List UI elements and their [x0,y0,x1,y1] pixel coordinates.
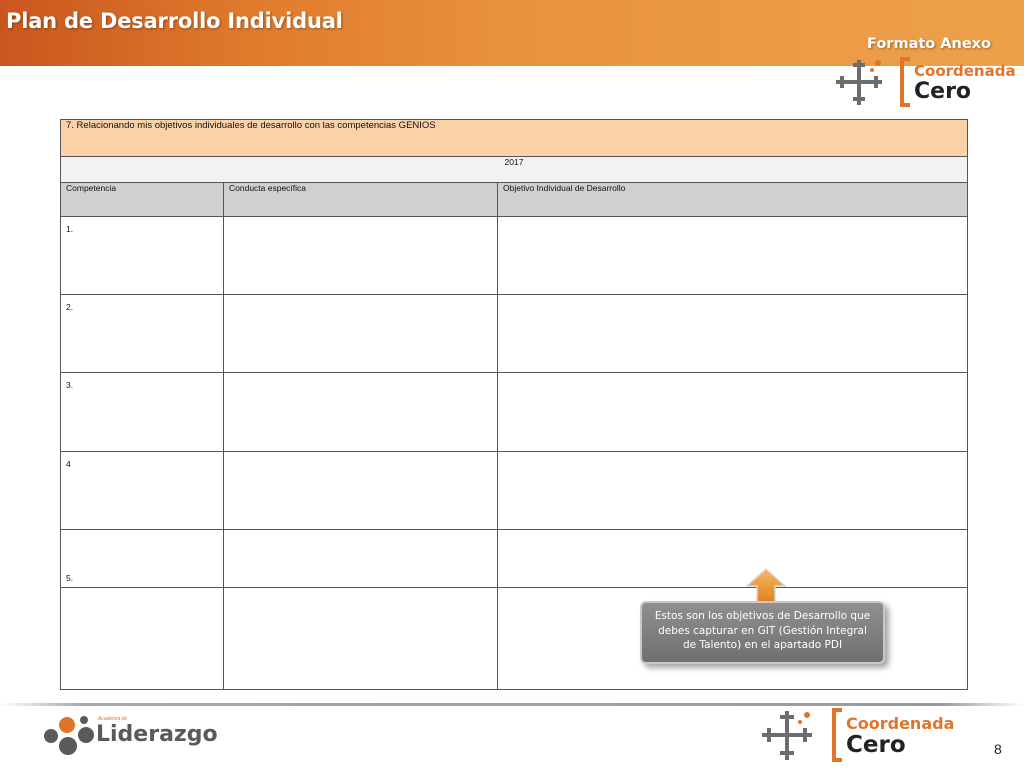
table-heading: 7. Relacionando mis objetivos individuales de desarrollo con las competencias GENIOS [61,120,968,157]
bracket-icon [830,708,844,762]
table-heading-row [61,120,968,157]
competencia-cell[interactable]: 4 [61,451,224,529]
column-header-objetivo: Objetivo Individual de Desarrollo [498,183,968,217]
objetivo-cell[interactable] [498,295,968,373]
bracket-icon [898,57,912,107]
logo-word-coordenada: Coordenada [846,714,955,733]
liderazgo-logo-word: Liderazgo [96,722,218,747]
page-title: Plan de Desarrollo Individual [6,9,343,33]
liderazgo-dots-icon [40,714,98,758]
coordenada-cero-logo-top [834,57,1014,109]
objetivo-cell[interactable] [498,217,968,295]
conducta-cell[interactable] [224,451,498,529]
competencia-cell[interactable] [61,587,224,689]
logo-word-cero: Cero [914,79,972,104]
table-row [61,295,968,373]
liderazgo-logo-small: Academia de [98,716,128,722]
logo-word-cero: Cero [846,732,906,758]
table-header-row [61,183,968,217]
competencia-cell[interactable]: 5. [61,529,224,587]
table-row [61,217,968,295]
conducta-cell[interactable] [224,295,498,373]
conducta-cell[interactable] [224,217,498,295]
competencia-cell[interactable]: 1. [61,217,224,295]
table-row [61,529,968,587]
logo-word-coordenada: Coordenada [914,62,1016,80]
competencia-cell[interactable]: 2. [61,295,224,373]
footer-divider [0,703,1024,706]
conducta-cell[interactable] [224,587,498,689]
up-arrow-icon [746,568,786,604]
table-row [61,373,968,451]
conducta-cell[interactable] [224,529,498,587]
objetivo-cell[interactable] [498,373,968,451]
column-header-competencia: Competencia [61,183,224,217]
compass-cross-icon [834,57,884,107]
page-number: 8 [994,741,1002,757]
competencia-cell[interactable]: 3. [61,373,224,451]
compass-cross-icon [760,708,814,762]
column-header-conducta: Conducta específica [224,183,498,217]
info-callout: Estos son los objetivos de Desarrollo que debes capturar en GIT (Gestión Integral de Talento) en el apartado PDI [640,601,885,664]
table-year: 2017 [61,157,968,183]
table-row [61,451,968,529]
page-subtitle: Formato Anexo [867,36,991,52]
objetivo-cell[interactable] [498,451,968,529]
table-year-row [61,157,968,183]
coordenada-cero-logo-bottom [760,708,960,764]
objetivo-cell[interactable] [498,529,968,587]
conducta-cell[interactable] [224,373,498,451]
